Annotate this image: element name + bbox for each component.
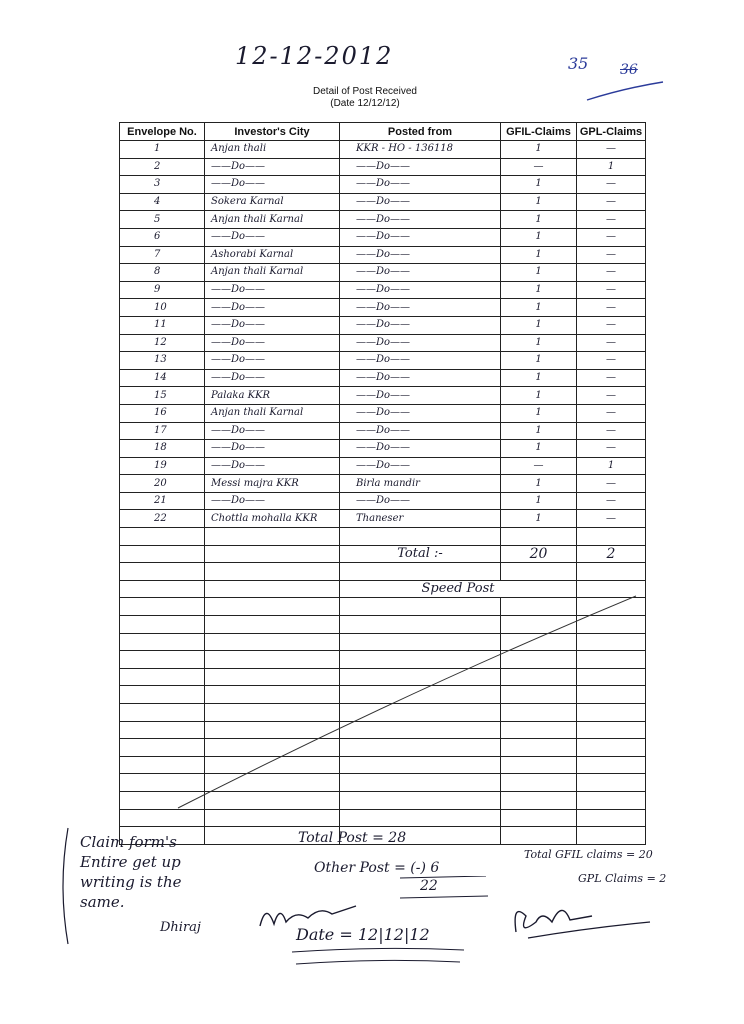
blank-cell [120,598,205,616]
envelope-number-cell: 22 [120,510,205,528]
blank-row [120,528,646,546]
table-row [120,158,646,176]
investor-city-cell: Ashorabi Karnal [205,246,340,264]
blank-cell [205,721,340,739]
posted-from-cell: ——Do—— [340,422,501,440]
blank-cell [577,791,646,809]
gpl-claims-cell: — [577,316,646,334]
table-row [120,141,646,159]
blank-cell [340,721,501,739]
table-row [120,440,646,458]
table-row [120,422,646,440]
blank-cell [340,739,501,757]
envelope-number-cell: 17 [120,422,205,440]
gpl-claims-cell: — [577,299,646,317]
column-header-gfil-claims: GFIL-Claims [501,123,577,141]
blank-cell [205,704,340,722]
investor-city-cell: ——Do—— [205,176,340,194]
blank-cell [577,668,646,686]
investor-city-cell: Anjan thali Karnal [205,264,340,282]
blank-cell [120,651,205,669]
investor-city-cell: ——Do—— [205,440,340,458]
investor-city-cell: ——Do—— [205,334,340,352]
note-bracket [56,826,70,946]
blank-row [120,633,646,651]
table-row [120,193,646,211]
corner-underline [585,78,665,102]
blank-row [120,616,646,634]
signature-right [508,892,654,944]
gfil-claims-cell: — [501,457,577,475]
blank-cell [501,651,577,669]
envelope-number-cell: 16 [120,404,205,422]
table-row [120,492,646,510]
speed-post-row [120,580,646,598]
blank-cell [205,528,340,546]
envelope-number-cell: 4 [120,193,205,211]
posted-from-cell: Birla mandir [340,475,501,493]
gfil-claims-cell: 1 [501,246,577,264]
gpl-claims-cell: — [577,404,646,422]
posted-from-cell: ——Do—— [340,387,501,405]
blank-cell [120,686,205,704]
gfil-claims-cell: 1 [501,299,577,317]
speed-post-cell: Speed Post [340,580,577,598]
posted-from-cell: ——Do—— [340,264,501,282]
blank-cell [340,704,501,722]
blank-cell [120,739,205,757]
posted-from-cell: ——Do—— [340,246,501,264]
gpl-claims-cell: — [577,281,646,299]
date-underline [288,946,468,968]
blank-cell [205,651,340,669]
gpl-claims-cell: — [577,510,646,528]
gpl-claims-cell: — [577,334,646,352]
gfil-claims-cell: 1 [501,440,577,458]
gfil-claims-cell: 1 [501,211,577,229]
blank-cell [340,756,501,774]
envelope-number-cell: 5 [120,211,205,229]
blank-cell [205,545,340,563]
posted-from-cell: ——Do—— [340,492,501,510]
blank-cell [577,739,646,757]
initials-signature: Dhiraj [160,920,201,935]
corner-number: 35 [568,54,589,73]
table-row [120,352,646,370]
table-row [120,404,646,422]
gpl-claims-cell: — [577,440,646,458]
investor-city-cell: Messi majra KKR [205,475,340,493]
blank-cell [205,633,340,651]
envelope-number-cell: 11 [120,316,205,334]
column-header-posted-from: Posted from [340,123,501,141]
investor-city-cell: ——Do—— [205,422,340,440]
blank-cell [501,633,577,651]
blank-cell [501,827,577,845]
posted-from-cell: ——Do—— [340,352,501,370]
blank-cell [501,791,577,809]
table-header-row [120,123,646,141]
investor-city-cell: Anjan thali Karnal [205,404,340,422]
gpl-claims-cell: — [577,387,646,405]
blank-cell [577,809,646,827]
investor-city-cell: ——Do—— [205,316,340,334]
envelope-number-cell: 13 [120,352,205,370]
blank-cell [577,756,646,774]
blank-cell [340,651,501,669]
gfil-claims-cell: 1 [501,176,577,194]
blank-row [120,756,646,774]
gpl-claims-cell: — [577,369,646,387]
post-received-table [119,122,646,845]
gpl-claims-cell: — [577,352,646,370]
blank-row [120,563,646,581]
table-row [120,211,646,229]
blank-cell [120,721,205,739]
net-post-value: 22 [420,878,438,894]
envelope-number-cell: 9 [120,281,205,299]
blank-row [120,668,646,686]
blank-cell [577,827,646,845]
blank-row [120,598,646,616]
blank-cell [120,580,205,598]
column-header-gpl-claims: GPL-Claims [577,123,646,141]
table-row [120,475,646,493]
envelope-number-cell: 14 [120,369,205,387]
gpl-claims-cell: — [577,492,646,510]
gfil-claims-cell: 1 [501,352,577,370]
subtotal-rule [398,876,490,900]
posted-from-cell: ——Do—— [340,158,501,176]
blank-cell [340,563,501,581]
column-header-city: Investor's City [205,123,340,141]
table-row [120,228,646,246]
blank-row [120,721,646,739]
table-row [120,369,646,387]
posted-from-cell: ——Do—— [340,228,501,246]
envelope-number-cell: 19 [120,457,205,475]
document-title: Detail of Post Received [313,86,417,97]
investor-city-cell: ——Do—— [205,281,340,299]
posted-from-cell: Thaneser [340,510,501,528]
posted-from-cell: ——Do—— [340,211,501,229]
blank-row [120,791,646,809]
blank-cell [120,774,205,792]
envelope-number-cell: 8 [120,264,205,282]
envelope-number-cell: 18 [120,440,205,458]
blank-cell [120,791,205,809]
blank-cell [501,809,577,827]
blank-cell [340,668,501,686]
investor-city-cell: ——Do—— [205,228,340,246]
blank-cell [120,809,205,827]
gfil-claims-cell: 1 [501,281,577,299]
investor-city-cell: ——Do—— [205,369,340,387]
envelope-number-cell: 12 [120,334,205,352]
envelope-number-cell: 2 [120,158,205,176]
blank-cell [501,686,577,704]
total-gfil-cell: 20 [501,545,577,563]
blank-cell [120,668,205,686]
posted-from-cell: ——Do—— [340,369,501,387]
gfil-claims-cell: 1 [501,334,577,352]
blank-cell [577,528,646,546]
blank-cell [120,756,205,774]
posted-from-cell: ——Do—— [340,440,501,458]
handwritten-date: 12-12-2012 [235,42,394,70]
gfil-claims-cell: 1 [501,422,577,440]
investor-city-cell: ——Do—— [205,158,340,176]
table-row [120,316,646,334]
envelope-number-cell: 6 [120,228,205,246]
gpl-claims-cell: 1 [577,158,646,176]
blank-cell [120,528,205,546]
total-gfil-claims: Total GFIL claims = 20 [524,848,653,861]
blank-row [120,704,646,722]
gfil-claims-cell: 1 [501,510,577,528]
blank-cell [120,563,205,581]
table-row [120,176,646,194]
blank-cell [577,580,646,598]
column-header-envelope: Envelope No. [120,123,205,141]
blank-cell [577,704,646,722]
posted-from-cell: ——Do—— [340,316,501,334]
gpl-claims-cell: — [577,422,646,440]
gpl-claims-cell: — [577,176,646,194]
corner-struck-number: 36 [620,62,638,78]
blank-cell [205,563,340,581]
blank-cell [340,633,501,651]
total-gpl-claims: GPL Claims = 2 [578,872,667,885]
posted-from-cell: ——Do—— [340,176,501,194]
posted-from-cell: KKR - HO - 136118 [340,141,501,159]
gfil-claims-cell: — [501,158,577,176]
blank-cell [501,598,577,616]
table-row [120,457,646,475]
gfil-claims-cell: 1 [501,228,577,246]
envelope-number-cell: 3 [120,176,205,194]
blank-cell [501,563,577,581]
other-post: Other Post = (-) 6 [314,860,440,876]
investor-city-cell: Palaka KKR [205,387,340,405]
blank-cell [340,616,501,634]
blank-cell [340,686,501,704]
gfil-claims-cell: 1 [501,141,577,159]
blank-cell [577,774,646,792]
blank-cell [340,791,501,809]
blank-cell [120,545,205,563]
gfil-claims-cell: 1 [501,369,577,387]
posted-from-cell: ——Do—— [340,193,501,211]
investor-city-cell: Chottla mohalla KKR [205,510,340,528]
blank-cell [501,739,577,757]
blank-cell [577,633,646,651]
gpl-claims-cell: — [577,228,646,246]
blank-row [120,774,646,792]
blank-cell [205,580,340,598]
gfil-claims-cell: 1 [501,404,577,422]
gfil-claims-cell: 1 [501,193,577,211]
investor-city-cell: Sokera Karnal [205,193,340,211]
blank-cell [577,598,646,616]
gpl-claims-cell: — [577,246,646,264]
table-row [120,264,646,282]
gpl-claims-cell: 1 [577,457,646,475]
envelope-number-cell: 15 [120,387,205,405]
blank-cell [205,756,340,774]
total-post: Total Post = 28 [298,830,407,846]
gpl-claims-cell: — [577,141,646,159]
blank-cell [501,668,577,686]
gpl-claims-cell: — [577,211,646,229]
table-row [120,281,646,299]
gpl-claims-cell: — [577,264,646,282]
blank-cell [205,598,340,616]
envelope-number-cell: 1 [120,141,205,159]
blank-cell [340,528,501,546]
blank-row [120,739,646,757]
blank-cell [577,651,646,669]
claim-form-note: Claim form's Entire get up writing is the same. [80,833,182,911]
gfil-claims-cell: 1 [501,492,577,510]
table-row [120,510,646,528]
blank-cell [340,598,501,616]
blank-cell [577,616,646,634]
envelope-number-cell: 7 [120,246,205,264]
gfil-claims-cell: 1 [501,387,577,405]
blank-cell [501,756,577,774]
blank-row [120,651,646,669]
blank-cell [340,774,501,792]
investor-city-cell: ——Do—— [205,457,340,475]
table-body [120,141,646,845]
envelope-number-cell: 21 [120,492,205,510]
blank-cell [205,686,340,704]
blank-row [120,809,646,827]
blank-row [120,686,646,704]
blank-cell [205,668,340,686]
blank-cell [205,809,340,827]
gpl-claims-cell: — [577,193,646,211]
investor-city-cell: Anjan thali Karnal [205,211,340,229]
total-gpl-cell: 2 [577,545,646,563]
blank-cell [120,616,205,634]
blank-cell [577,721,646,739]
table-row [120,334,646,352]
table-row [120,246,646,264]
blank-cell [577,686,646,704]
blank-cell [501,528,577,546]
blank-cell [501,616,577,634]
blank-cell [501,774,577,792]
posted-from-cell: ——Do—— [340,334,501,352]
blank-cell [205,791,340,809]
envelope-number-cell: 10 [120,299,205,317]
total-row [120,545,646,563]
gfil-claims-cell: 1 [501,316,577,334]
document-date-line: (Date 12/12/12) [330,98,400,109]
investor-city-cell: ——Do—— [205,299,340,317]
blank-cell [501,704,577,722]
blank-cell [120,633,205,651]
investor-city-cell: ——Do—— [205,352,340,370]
document-title-block [300,86,430,110]
gfil-claims-cell: 1 [501,264,577,282]
posted-from-cell: ——Do—— [340,281,501,299]
envelope-number-cell: 20 [120,475,205,493]
blank-cell [577,563,646,581]
total-label-cell: Total :- [340,545,501,563]
posted-from-cell: ——Do—— [340,404,501,422]
blank-cell [205,616,340,634]
blank-cell [205,774,340,792]
gfil-claims-cell: 1 [501,475,577,493]
table-row [120,387,646,405]
signed-date: Date = 12|12|12 [296,925,430,944]
investor-city-cell: ——Do—— [205,492,340,510]
posted-from-cell: ——Do—— [340,457,501,475]
blank-cell [340,809,501,827]
blank-cell [205,739,340,757]
gpl-claims-cell: — [577,475,646,493]
blank-cell [501,721,577,739]
blank-cell [120,704,205,722]
table-row [120,299,646,317]
posted-from-cell: ——Do—— [340,299,501,317]
investor-city-cell: Anjan thali [205,141,340,159]
